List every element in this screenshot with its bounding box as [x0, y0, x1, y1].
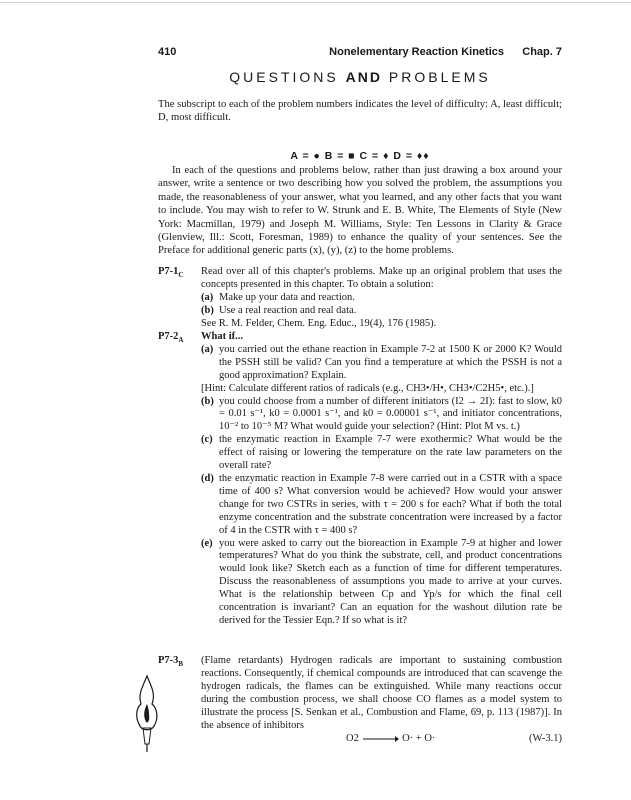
equation: O2 O· + O· (W-3.1): [346, 733, 562, 745]
difficulty-legend: A = ● B = ■ C = ♦ D = ♦♦: [290, 150, 430, 162]
problem-p7-1: [158, 266, 562, 331]
part-b: (b) Use a real reaction and real data.: [201, 304, 357, 316]
flame-icon: [132, 674, 162, 754]
part-b: (b) you could choose from a number of different initiators (I2 → 2I): fast to slow, k0 = 0.01 s⁻¹, k0 = 0.0001 s⁻¹, and k0 = 0.00001 s⁻¹, and initiator concentrations, 10⁻² to 10⁻⁵ M? What would guide your selection? (Hint: Plot M vs. t.): [201, 395, 562, 433]
problem-label: $P7-1_C$: [158, 266, 184, 280]
part-a: (a) you carried out the ethane reaction in Example 7-2 at 1500 K or 2000 K? Would the PSSH still be valid? Can you find a temperature at which the PSSH is not a good approximation? Explain.: [201, 343, 562, 381]
part-d: (d) the enzymatic reaction in Example 7-8 were carried out in a CSTR with a space time of 400 s? What conversion would be achieved? How would your answer change for two CSTRs in series, with τ = 200 s for each? What if both the total enzyme concentration and the substrate concentration were increased by a factor of 4 in the CSTR with τ = 400 s?: [201, 472, 562, 536]
problem-text: (Flame retardants) Hydrogen radicals are important to sustaining combustion reactions. Consequently, if chemical compounds are introduced that can scavenge the hydrogen radicals, the flames can be extinguished. While many reactions occur during the combustion process, we shall choose CO flames as a model system to illustrate the process [S. Senkan et al., Combustion and Flame, 69, p. 113 (1987)]. In the absence of inhibitors: [201, 655, 562, 731]
section-title: QUESTIONS AND PROBLEMS: [229, 69, 491, 85]
top-divider: [0, 2, 631, 3]
part-c: (c) the enzymatic reaction in Example 7-7 were exothermic? What would be the effect of raising or lowering the temperature on the rate law parameters on the overall rate?: [201, 434, 562, 472]
page-number: 410: [158, 46, 177, 58]
problem-label: $P7-2_A$: [158, 331, 184, 345]
reference: See R. M. Felder, Chem. Eng. Educ., 19(4), 176 (1985).: [201, 317, 437, 329]
difficulty-intro: The subscript to each of the problem numbers indicates the level of difficulty: A, least difficult; D, most difficult.: [158, 99, 562, 124]
what-if-heading: What if...: [201, 331, 243, 342]
running-title: Nonelementary Reaction Kinetics: [329, 46, 504, 58]
problem-text: Read over all of this chapter's problems. Make up an original problem that uses the concepts presented in this chapter. To obtain a solution:: [201, 266, 562, 290]
problem-p7-2: [158, 331, 562, 628]
hint: [Hint: Calculate different ratios of radicals (e.g., CH3•/H•, CH3•/C2H5•, etc.).]: [201, 382, 534, 394]
part-a: (a) Make up your data and reaction.: [201, 291, 355, 303]
chapter-label: Chap. 7: [522, 46, 562, 58]
part-e: (e) you were asked to carry out the bioreaction in Example 7-9 at higher and lower temperatures? What do you think the substrate, cell, and product concentrations would look like? Sketch each as a function of time for different temperatures. Discuss the reasonableness of assumptions you made to arrive at your curves. What is the relationship between Cp and Yp/s for which the final cell concentration is invariant? Can an equation for the washout dilution rate be derived for the Tessier Eqn.? If so what is it?: [201, 537, 562, 626]
problem-p7-3: [158, 655, 562, 747]
equation-number: (W-3.1): [529, 733, 562, 745]
problem-label: $P7-3_B$: [158, 655, 184, 669]
instructions-paragraph: In each of the questions and problems below, rather than just drawing a box around your answer, write a sentence or two describing how you solved the problem, the assumptions you made, the reasonableness of your answer, what you learned, and any other facts that you want to include. You may wish to refer to W. Strunk and E. B. White, The Elements of Style (New York: Macmillan, 1979) and Joseph M. Williams, Style: Ten Lessons in Clarity & Grace (Glenview, Ill.: Scott, Foresman, 1989) to enhance the quality of your sentences. See the Preface for additional generic parts (x), (y), (z) to the home problems.: [158, 165, 562, 257]
reaction-arrow-icon: [361, 735, 399, 743]
